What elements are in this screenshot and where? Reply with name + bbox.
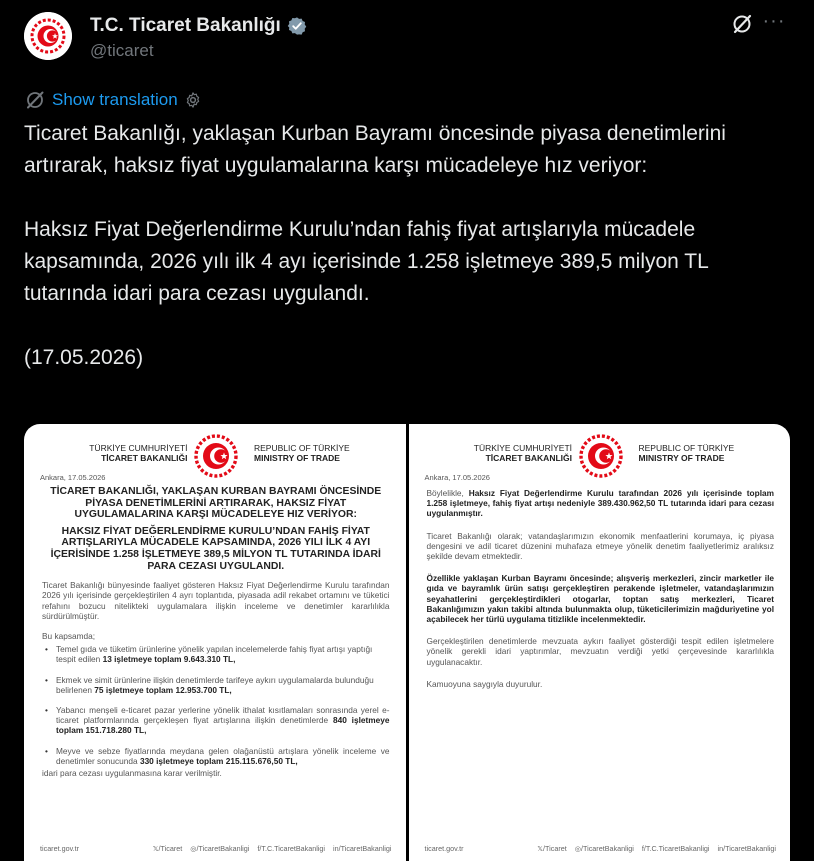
sanctions-paragraph: Gerçekleştirilen denetimlerde mevzuata aykırı faaliyet gösterdiği tespit edilen işletmelere yönelik gerekli idari yaptırımlar, mevzuatın verdiği yetki çerçevesinde kararlılıkla uygulanacaktır. <box>426 636 774 667</box>
grok-translate-icon <box>24 89 46 111</box>
document-scope: Bu kapsamda; <box>42 630 96 641</box>
ministry-logo-icon <box>192 432 240 480</box>
account-name-row[interactable] <box>90 15 307 37</box>
linkedin-icon: in <box>333 844 339 853</box>
summary-bold: Haksız Fiyat Değerlendirme Kurulu tarafından 2026 yılı içerisinde toplam 1.258 işletmeye, fahiş fiyat artışı nedeniyle 389.430.962,50 TL tutarında idari para cezası uygulanmıştır. <box>426 488 774 519</box>
tweet-media[interactable] <box>24 424 790 861</box>
summary-lead: Böylelikle, <box>426 488 469 498</box>
document-body <box>42 486 390 778</box>
list-item-amount: 75 işletmeye toplam 12.953.700 TL, <box>94 684 232 695</box>
list-item-amount: 840 işletmeye toplam 151.718.280 TL, <box>56 715 390 736</box>
summary-paragraph <box>427 488 775 519</box>
tweet-text: Ticaret Bakanlığı, yaklaşan Kurban Bayramı öncesinde piyasa denetimlerini artırarak, haksız fiyat uygulamalarına karşı mücadeleye hız veriyor: Haksız Fiyat Değerlendirme Kurulu’ndan fahiş fiyat artışlarıyla mücadele kapsamında, 2026 yılı ilk 4 ayı içerisinde 1.258 işletmeye 389,5 milyon TL tutarında idari para cezası uygulandı. (17.05.2026) <box>24 122 726 369</box>
more-options-button[interactable]: ··· <box>762 10 786 32</box>
org-en-line-1: REPUBLIC OF TÜRKİYE <box>638 443 735 453</box>
x-handle-text: /Ticaret <box>543 844 567 853</box>
list-item-text: Temel gıda ve tüketim ürünlerine yönelik yapılan incelemelerde fahiş fiyat artışı yaptığı tespit edilen <box>56 644 373 665</box>
list-item-amount: 13 işletmeye toplam 9.643.310 TL, <box>102 654 236 665</box>
footer-site: ticaret.gov.tr <box>40 844 80 853</box>
list-item-text: Yabancı menşeli e-ticaret pazar yerlerine yönelik ithalat kısıtlamaları sonrasında yerel e-ticaret platformlarında gerçekleşen fiyat artışlarına ilişkin denetimlerde <box>56 704 390 726</box>
facebook-handle <box>642 844 710 853</box>
org-name-tr <box>474 444 572 463</box>
account-name[interactable]: T.C. Ticaret Bakanlığı <box>90 15 281 36</box>
holiday-paragraph: Özellikle yaklaşan Kurban Bayramı öncesinde; alışveriş merkezleri, zincir marketler ile gıda ve bayramlık ürün satışı gerçekleştiren perakende işletmeler, vatandaşlarımızın seyahatlerini gerçekleştirdikleri otogarlar, toptan satış merkezleri, Ticaret Bakanlığımızın yakın takibi altında bulunmakta olup, tüketicilerimizin mağduriyetine yol açabilecek her türlü uygulama titizlikle incelenmektedir. <box>426 573 774 625</box>
instagram-icon: ◎ <box>574 844 581 853</box>
document-title: TİCARET BAKANLIĞI, YAKLAŞAN KURBAN BAYRAMI ÖNCESİNDE PİYASA DENETİMLERİNİ ARTIRARAK, HAKSIZ FİYAT UYGULAMALARINA KARŞI MÜCADELEYE HIZ VERİYOR: <box>50 486 382 521</box>
document-footer <box>425 844 777 853</box>
list-item <box>42 705 390 736</box>
penalty-list <box>42 644 390 766</box>
list-item <box>42 746 390 766</box>
org-name-en <box>254 444 350 463</box>
document-body <box>427 488 775 699</box>
document-header <box>24 430 406 470</box>
press-release-page-2[interactable] <box>409 424 791 861</box>
facebook-icon: f <box>641 844 644 853</box>
document-footer <box>40 844 392 853</box>
x-handle <box>537 844 567 853</box>
gear-icon[interactable] <box>184 91 202 109</box>
linkedin-handle-text: /TicaretBakanligi <box>723 844 776 853</box>
org-name-en <box>639 444 735 463</box>
document-subtitle: HAKSIZ FİYAT DEĞERLENDİRME KURULU’NDAN FAHİŞ FİYAT ARTIŞLARIYLA MÜCADELE KAPSAMINDA, 2026 YILI İLK 4 AYI İÇERİSİNDE 1.258 İŞLETMEYE 389,5 MİLYON TL TUTARINDA İDARİ PARA CEZASI UYGULANDI. <box>50 525 381 572</box>
press-release-page-1[interactable] <box>24 424 406 861</box>
footer-social <box>537 844 776 853</box>
facebook-icon: f <box>257 844 260 853</box>
ministry-paragraph: Ticaret Bakanlığı olarak; vatandaşlarımızın ekonomik menfaatlerini korumaya, iç piyasa dengesini ve adil ticaret düzenini muhafaza etmeye yönelik denetim faaliyetlerimiz aralıksız şekilde devam etmektedir. <box>426 530 774 562</box>
document-date: Ankara, 17.05.2026 <box>424 473 490 482</box>
x-handle <box>153 844 183 853</box>
facebook-handle <box>257 844 325 853</box>
list-item-amount: 330 işletmeye toplam 215.115.676,50 TL, <box>139 755 298 766</box>
list-item <box>42 644 390 664</box>
x-icon: 𝕏 <box>537 844 544 853</box>
linkedin-handle-text: /TicaretBakanligi <box>338 844 392 853</box>
avatar[interactable] <box>24 12 72 60</box>
x-handle-text: /Ticaret <box>158 844 183 853</box>
org-tr-line-2: TİCARET BAKANLIĞI <box>101 452 188 463</box>
list-item-text: Meyve ve sebze fiyatlarında meydana gelen olağanüstü artışlara yönelik inceleme ve denetimler sonucunda <box>56 745 390 766</box>
document-date: Ankara, 17.05.2026 <box>40 473 106 482</box>
ministry-seal-icon <box>24 12 72 60</box>
org-name-tr <box>89 444 187 463</box>
document-closing: idari para cezası uygulanmasına karar verilmiştir. <box>42 768 222 778</box>
x-icon: 𝕏 <box>152 844 159 853</box>
list-item-text: Ekmek ve simit ürünlerine ilişkin denetimlerde tarifeye aykırı uygulamalarda bulunduğu belirlenen <box>56 674 374 695</box>
org-tr-line-1: TÜRKİYE CUMHURİYETİ <box>473 443 572 453</box>
instagram-handle-text: /TicaretBakanligi <box>581 844 634 853</box>
show-translation-link[interactable]: Show translation <box>52 90 178 109</box>
footer-social <box>153 844 392 853</box>
instagram-handle <box>575 844 634 853</box>
show-translation-row[interactable] <box>24 89 202 111</box>
facebook-handle-text: /T.C.TicaretBakanligi <box>259 844 326 853</box>
account-handle[interactable]: @ticaret <box>90 41 154 60</box>
document-intro: Ticaret Bakanlığı bünyesinde faaliyet gösteren Haksız Fiyat Değerlendirme Kurulu tarafından 2026 yılı içerisinde gerçekleştirilen 4 ayrı toplantıda, piyasada adil rekabet ortamını ve tüketici refahını bozucu nitelikteki uygulamalara ilişkin inceleme ve denetimler kararlılıkla sürdürülmüştür. <box>42 580 390 621</box>
org-tr-line-1: TÜRKİYE CUMHURİYETİ <box>89 443 188 453</box>
instagram-handle <box>190 844 249 853</box>
org-en-line-2: MINISTRY OF TRADE <box>638 452 725 463</box>
linkedin-icon: in <box>717 844 724 853</box>
linkedin-handle <box>333 844 391 853</box>
footer-site: ticaret.gov.tr <box>424 844 464 853</box>
grok-icon[interactable] <box>730 12 754 36</box>
linkedin-handle <box>718 844 776 853</box>
org-tr-line-2: TİCARET BAKANLIĞI <box>485 452 572 463</box>
facebook-handle-text: /T.C.TicaretBakanligi <box>643 844 710 853</box>
announcement-closing: Kamuoyuna saygıyla duyurulur. <box>426 678 543 689</box>
ministry-logo-icon <box>577 432 625 480</box>
list-item <box>42 675 390 695</box>
instagram-handle-text: /TicaretBakanligi <box>196 844 250 853</box>
org-en-line-2: MINISTRY OF TRADE <box>254 452 340 463</box>
document-header <box>409 430 791 470</box>
instagram-icon: ◎ <box>190 844 197 853</box>
verified-badge-icon[interactable] <box>287 16 307 36</box>
org-en-line-1: REPUBLIC OF TÜRKİYE <box>254 443 350 453</box>
